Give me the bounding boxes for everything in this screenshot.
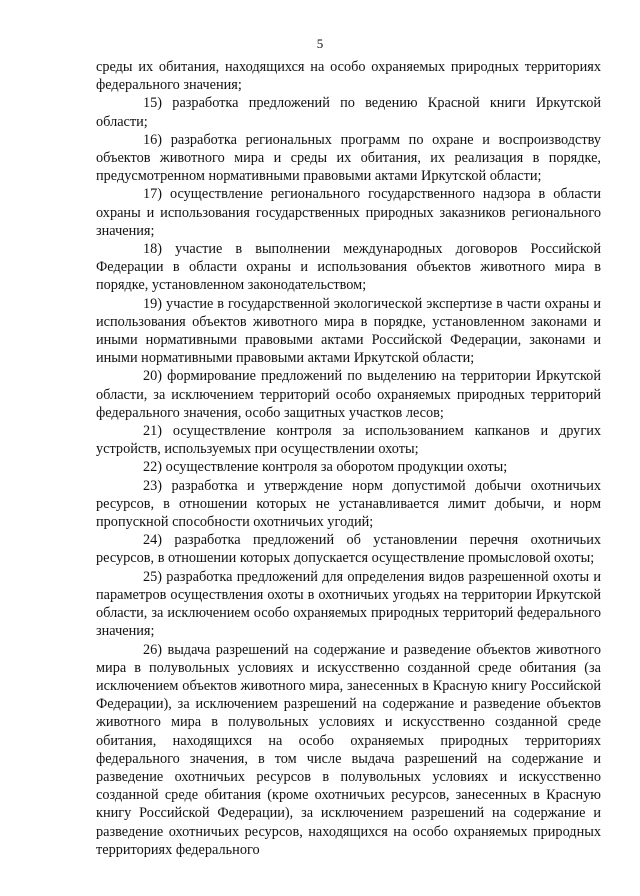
paragraph-item-25: 25) разработка предложений для определения видов разрешенной охоты и параметров осуществления охоты в охотничьих угодьях на территории Иркутской области, за исключением особо охраняемых природных территорий федерального значения;	[96, 568, 601, 640]
paragraph-item-21: 21) осуществление контроля за использованием капканов и других устройств, используемых при осуществлении охоты;	[96, 423, 601, 458]
paragraph-item-17: 17) осуществление регионального государственного надзора в области охраны и использования государственных природных заказников регионального значения;	[96, 186, 601, 239]
paragraph-item-24: 24) разработка предложений об установлении перечня охотничьих ресурсов, в отношении которых допускается осуществление промысловой охоты;	[96, 532, 601, 567]
page-number: 5	[316, 36, 324, 51]
paragraph-item-18: 18) участие в выполнении международных договоров Российской Федерации в области охраны и использования объектов животного мира в порядке, установленном законодательством;	[96, 241, 601, 294]
paragraph-item-15: 15) разработка предложений по ведению Красной книги Иркутской области;	[96, 95, 601, 130]
paragraph-item-26: 26) выдача разрешений на содержание и разведение объектов животного мира в полувольных условиях и искусственно созданной среде обитания (за исключением объектов животного мира, занесенных в Красную книгу Российской Федерации), за исключением разрешений на содержание и разведение объектов животного мира в полувольных условиях и искусственно созданной среде обитания, находящихся на особо охраняемых природных территориях федерального значения, в том числе выдача разрешений на содержание и разведение охотничьих ресурсов в полувольных условиях и искусственно созданной среде обитания (кроме охотничьих ресурсов, занесенных в Красную книгу Российской Федерации), за исключением разрешений на содержание и разведение охотничьих ресурсов, находящихся на особо охраняемых природных территориях федерального	[96, 641, 601, 858]
paragraph-item-19: 19) участие в государственной экологической экспертизе в части охраны и использования объектов животного мира в порядке, установленном законами и иными нормативными правовыми актами Российской Федерации, законами и иными нормативными правовыми актами Иркутской области;	[96, 295, 601, 367]
paragraph-item-20: 20) формирование предложений по выделению на территории Иркутской области, за исключением территорий особо охраняемых природных территорий федерального значения, особо защитных участков лесов;	[96, 368, 601, 421]
document-body	[96, 58, 601, 859]
paragraph-continuation: среды их обитания, находящихся на особо охраняемых природных территориях федерального значения;	[96, 59, 601, 94]
paragraph-item-23: 23) разработка и утверждение норм допустимой добычи охотничьих ресурсов, в отношении которых не устанавливается лимит добычи, и норм пропускной способности охотничьих угодий;	[96, 477, 601, 531]
paragraph-item-16: 16) разработка региональных программ по охране и воспроизводству объектов животного мира и среды их обитания, их реализация в порядке, предусмотренном нормативными правовыми актами Иркутской области;	[96, 131, 601, 185]
paragraph-item-22: 22) осуществление контроля за оборотом продукции охоты;	[143, 459, 508, 476]
